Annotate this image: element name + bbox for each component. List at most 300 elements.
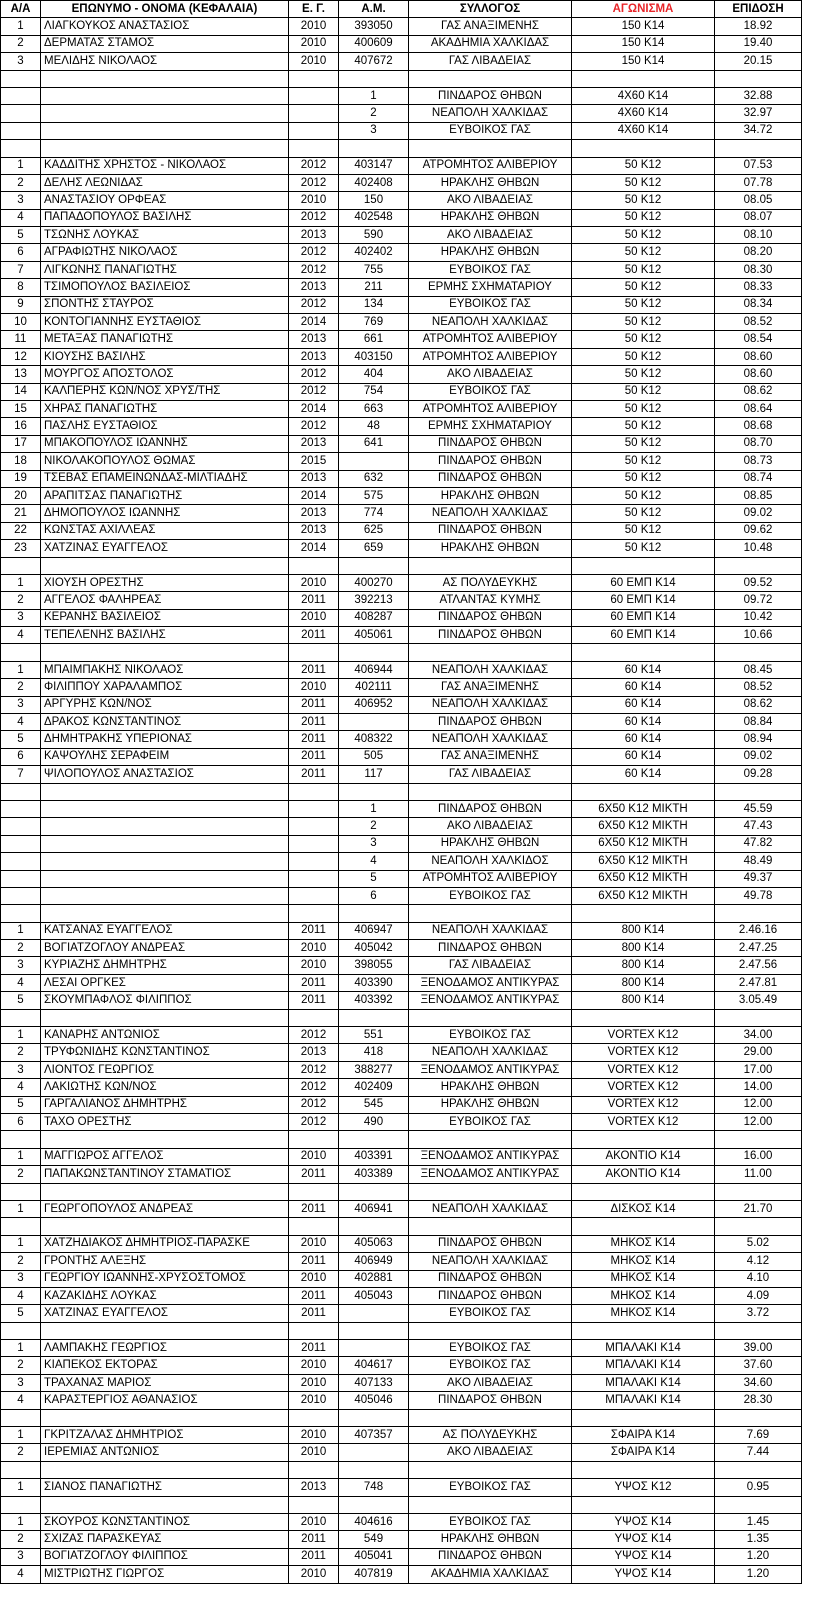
cell-aa: 1 [1,1340,41,1357]
cell-aa: 17 [1,435,41,452]
cell-event: 6Χ50 K12 ΜΙΚΤΗ [572,818,715,835]
cell-eg: 2012 [289,1079,339,1096]
cell-club: ΠΙΝΔΑΡΟΣ ΘΗΒΩΝ [409,1392,572,1409]
cell-am: 405041 [339,1548,409,1565]
cell-eg: 2011 [289,1166,339,1183]
cell-club: ΗΡΑΚΛΗΣ ΘΗΒΩΝ [409,487,572,504]
cell-event: ΜΗΚΟΣ K14 [572,1235,715,1252]
col-header-event: ΑΓΩΝΙΣΜΑ [572,1,715,18]
athlete-result-row [1,1253,802,1270]
empty-cell [409,1496,572,1513]
athlete-result-row [1,1287,802,1304]
empty-cell [1,783,41,800]
empty-cell [1,557,41,574]
cell-perf: 10.48 [715,540,802,557]
cell-perf: 09.72 [715,592,802,609]
blank-separator-row [1,1461,802,1478]
cell-eg: 2012 [289,157,339,174]
cell-name: ΚΩΝΣΤΑΣ ΑΧΙΛΛΕΑΣ [41,522,289,539]
empty-cell [339,1218,409,1235]
empty-cell [289,783,339,800]
cell-name: ΧΑΤΖΙΝΑΣ ΕΥΑΓΓΕΛΟΣ [41,540,289,557]
cell-eg: 2013 [289,348,339,365]
cell-club: ΝΕΑΠΟΛΗ ΧΑΛΚΙΔΑΣ [409,922,572,939]
cell-am: 551 [339,1027,409,1044]
empty-cell [715,70,802,87]
empty-cell [715,1131,802,1148]
cell-event: ΜΗΚΟΣ K14 [572,1270,715,1287]
empty-cell [715,140,802,157]
cell-eg: 2011 [289,714,339,731]
cell-club: ΑΤΡΟΜΗΤΟΣ ΑΛΙΒΕΡΙΟΥ [409,157,572,174]
cell-aa: 3 [1,53,41,70]
cell-name: ΙΕΡΕΜΙΑΣ ΑΝΤΩΝΙΟΣ [41,1444,289,1461]
empty-cell [715,1218,802,1235]
empty-cell [715,1009,802,1026]
cell-aa: 5 [1,992,41,1009]
cell-am: 774 [339,505,409,522]
empty-cell [715,1409,802,1426]
cell-name: ΚΑΝΑΡΗΣ ΑΝΤΩΝΙΟΣ [41,1027,289,1044]
cell-name: ΤΑΧΟ ΟΡΕΣΤΗΣ [41,1114,289,1131]
blank-separator-row [1,905,802,922]
athlete-result-row [1,1305,802,1322]
empty-cell [289,1496,339,1513]
cell-club: ΠΙΝΔΑΡΟΣ ΘΗΒΩΝ [409,435,572,452]
cell-event: 6Χ50 K12 ΜΙΚΤΗ [572,870,715,887]
blank-separator-row [1,140,802,157]
cell-club: ΝΕΑΠΟΛΗ ΧΑΛΚΙΔΑΣ [409,314,572,331]
cell-event: 60 ΕΜΠ K14 [572,574,715,591]
cell-club: ΑΣ ΠΟΛΥΔΕΥΚΗΣ [409,1427,572,1444]
cell-am: 400270 [339,574,409,591]
cell-event: ΥΨΟΣ K14 [572,1513,715,1530]
cell-club: ΠΙΝΔΑΡΟΣ ΘΗΒΩΝ [409,1270,572,1287]
relay-result-row [1,835,802,852]
cell-perf: 4.09 [715,1287,802,1304]
cell-am: 393050 [339,18,409,35]
cell-perf: 12.00 [715,1114,802,1131]
cell-event: 50 K12 [572,227,715,244]
cell-name: ΑΓΡΑΦΙΩΤΗΣ ΝΙΚΟΛΑΟΣ [41,244,289,261]
cell-am: 407357 [339,1427,409,1444]
cell-aa: 8 [1,279,41,296]
cell-eg: 2010 [289,1513,339,1530]
empty-cell [339,1009,409,1026]
cell-event: VORTEX K12 [572,1044,715,1061]
athlete-result-row [1,1027,802,1044]
cell-perf: 18.92 [715,18,802,35]
cell-perf: 08.52 [715,314,802,331]
empty-cell [289,87,339,104]
athlete-result-row [1,157,802,174]
empty-cell [41,644,289,661]
cell-am: 406949 [339,1253,409,1270]
athlete-result-row [1,540,802,557]
cell-club: ΗΡΑΚΛΗΣ ΘΗΒΩΝ [409,209,572,226]
cell-name: ΜΕΤΑΞΑΣ ΠΑΝΑΓΙΩΤΗΣ [41,331,289,348]
athlete-result-row [1,279,802,296]
cell-name: ΓΕΩΡΓΙΟΥ ΙΩΑΝΝΗΣ-ΧΡΥΣΟΣΤΟΜΟΣ [41,1270,289,1287]
cell-aa: 5 [1,227,41,244]
cell-am: 117 [339,766,409,783]
cell-perf: 39.00 [715,1340,802,1357]
cell-am [339,714,409,731]
cell-club: ΑΚΟ ΛΙΒΑΔΕΙΑΣ [409,192,572,209]
cell-am: 392213 [339,592,409,609]
cell-aa: 21 [1,505,41,522]
cell-name: ΓΚΡΙΤΖΑΛΑΣ ΔΗΜΗΤΡΙΟΣ [41,1427,289,1444]
cell-name: ΚΑΡΑΣΤΕΡΓΙΟΣ ΑΘΑΝΑΣΙΟΣ [41,1392,289,1409]
cell-name: ΝΙΚΟΛΑΚΟΠΟΥΛΟΣ ΘΩΜΑΣ [41,453,289,470]
cell-am: 663 [339,400,409,417]
cell-club: ΝΕΑΠΟΛΗ ΧΑΛΚΙΔΑΣ [409,105,572,122]
relay-result-row [1,870,802,887]
empty-cell [572,905,715,922]
cell-perf: 09.52 [715,574,802,591]
cell-aa: 5 [1,1305,41,1322]
cell-aa: 4 [1,974,41,991]
cell-club: ΕΥΒΟΙΚΟΣ ΓΑΣ [409,122,572,139]
cell-perf: 2.47.81 [715,974,802,991]
empty-cell [339,557,409,574]
cell-perf: 19.40 [715,35,802,52]
athlete-result-row [1,435,802,452]
cell-perf: 09.62 [715,522,802,539]
empty-cell [339,140,409,157]
cell-aa: 4 [1,627,41,644]
blank-separator-row [1,557,802,574]
cell-name: ΚΙΟΥΣΗΣ ΒΑΣΙΛΗΣ [41,348,289,365]
cell-club: ΕΥΒΟΙΚΟΣ ΓΑΣ [409,1340,572,1357]
cell-eg: 2012 [289,1096,339,1113]
cell-am [339,1444,409,1461]
empty-cell [715,783,802,800]
blank-separator-row [1,783,802,800]
cell-aa: 6 [1,748,41,765]
cell-club: ΞΕΝΟΔΑΜΟΣ ΑΝΤΙΚΥΡΑΣ [409,1166,572,1183]
cell-event: 50 K12 [572,174,715,191]
cell-perf: 08.73 [715,453,802,470]
cell-eg: 2011 [289,592,339,609]
empty-cell [572,1183,715,1200]
cell-name: ΣΧΙΖΑΣ ΠΑΡΑΣΚΕΥΑΣ [41,1531,289,1548]
cell-club: ΝΕΑΠΟΛΗ ΧΑΛΚΙΔΟΣ [409,853,572,870]
cell-am: 402409 [339,1079,409,1096]
cell-eg: 2010 [289,1270,339,1287]
cell-aa: 14 [1,383,41,400]
athlete-result-row [1,922,802,939]
cell-perf: 08.68 [715,418,802,435]
cell-club: ΕΥΒΟΙΚΟΣ ΓΑΣ [409,1027,572,1044]
cell-aa: 2 [1,1444,41,1461]
cell-event: 50 K12 [572,366,715,383]
cell-club: ΑΚΟ ΛΙΒΑΔΕΙΑΣ [409,227,572,244]
empty-cell [409,1322,572,1339]
blank-separator-row [1,1183,802,1200]
cell-name: ΚΑΖΑΚΙΔΗΣ ΛΟΥΚΑΣ [41,1287,289,1304]
empty-cell [1,87,41,104]
cell-aa: 1 [1,1027,41,1044]
cell-perf: 08.74 [715,470,802,487]
athlete-result-row [1,35,802,52]
empty-cell [1,1183,41,1200]
cell-name: ΤΡΑΧΑΝΑΣ ΜΑΡΙΟΣ [41,1374,289,1391]
athlete-result-row [1,1357,802,1374]
cell-perf: 3.05.49 [715,992,802,1009]
cell-name: ΣΠΟΝΤΗΣ ΣΤΑΥΡΟΣ [41,296,289,313]
athlete-result-row [1,1061,802,1078]
cell-am: 641 [339,435,409,452]
athlete-result-row [1,227,802,244]
cell-name: ΤΣΙΜΟΠΟΥΛΟΣ ΒΑΣΙΛΕΙΟΣ [41,279,289,296]
cell-eg: 2013 [289,470,339,487]
empty-cell [715,1461,802,1478]
cell-am: 490 [339,1114,409,1131]
cell-event: ΜΠΑΛΑΚΙ K14 [572,1340,715,1357]
cell-eg: 2010 [289,1357,339,1374]
cell-perf: 32.88 [715,87,802,104]
empty-cell [1,853,41,870]
cell-event: 50 K12 [572,279,715,296]
cell-eg: 2011 [289,1287,339,1304]
cell-aa: 22 [1,522,41,539]
cell-club: ΠΙΝΔΑΡΟΣ ΘΗΒΩΝ [409,1548,572,1565]
athlete-result-row [1,957,802,974]
cell-name: ΜΕΛΙΔΗΣ ΝΙΚΟΛΑΟΣ [41,53,289,70]
empty-cell [41,1009,289,1026]
cell-am: 403390 [339,974,409,991]
empty-cell [339,783,409,800]
empty-cell [41,140,289,157]
cell-club: ΝΕΑΠΟΛΗ ΧΑΛΚΙΔΑΣ [409,731,572,748]
empty-cell [572,1009,715,1026]
athlete-result-row [1,383,802,400]
cell-event: VORTEX K12 [572,1114,715,1131]
cell-aa: 18 [1,453,41,470]
cell-am: 408287 [339,609,409,626]
cell-perf: 16.00 [715,1148,802,1165]
cell-eg: 2010 [289,609,339,626]
cell-aa: 2 [1,592,41,609]
athlete-result-row [1,748,802,765]
cell-perf: 1.20 [715,1566,802,1583]
cell-event: 4X60 K14 [572,87,715,104]
cell-club: ΠΙΝΔΑΡΟΣ ΘΗΒΩΝ [409,1287,572,1304]
cell-eg: 2015 [289,453,339,470]
cell-name: ΠΑΣΛΗΣ ΕΥΣΤΑΘΙΟΣ [41,418,289,435]
empty-cell [41,105,289,122]
cell-eg: 2010 [289,1392,339,1409]
empty-cell [339,1131,409,1148]
cell-club: ΠΙΝΔΑΡΟΣ ΘΗΒΩΝ [409,522,572,539]
relay-result-row [1,853,802,870]
cell-rank: 4 [339,853,409,870]
cell-am: 405042 [339,940,409,957]
cell-club: ΝΕΑΠΟΛΗ ΧΑΛΚΙΔΑΣ [409,696,572,713]
empty-cell [289,800,339,817]
empty-cell [715,644,802,661]
cell-name: ΑΝΑΣΤΑΣΙΟΥ ΟΡΦΕΑΣ [41,192,289,209]
cell-am: 402111 [339,679,409,696]
cell-eg: 2011 [289,1531,339,1548]
cell-eg: 2010 [289,574,339,591]
cell-perf: 4.10 [715,1270,802,1287]
cell-club: ΑΚΑΔΗΜΙΑ ΧΑΛΚΙΔΑΣ [409,1566,572,1583]
cell-name: ΚΑΨΟΥΛΗΣ ΣΕΡΑΦΕΙΜ [41,748,289,765]
athlete-result-row [1,487,802,504]
athlete-result-row [1,1427,802,1444]
empty-cell [289,1009,339,1026]
cell-eg: 2011 [289,922,339,939]
cell-club: ΗΡΑΚΛΗΣ ΘΗΒΩΝ [409,244,572,261]
cell-aa: 2 [1,35,41,52]
cell-aa: 3 [1,1374,41,1391]
empty-cell [1,1218,41,1235]
cell-am: 403392 [339,992,409,1009]
cell-aa: 2 [1,1253,41,1270]
cell-rank: 2 [339,818,409,835]
cell-perf: 14.00 [715,1079,802,1096]
cell-aa: 2 [1,1531,41,1548]
empty-cell [715,1183,802,1200]
empty-cell [409,70,572,87]
athlete-result-row [1,522,802,539]
cell-eg: 2010 [289,679,339,696]
empty-cell [41,70,289,87]
cell-am: 625 [339,522,409,539]
cell-aa: 1 [1,18,41,35]
cell-event: 50 K12 [572,453,715,470]
cell-perf: 1.45 [715,1513,802,1530]
blank-separator-row [1,644,802,661]
cell-perf: 08.20 [715,244,802,261]
athlete-result-row [1,1392,802,1409]
cell-club: ΑΤΡΟΜΗΤΟΣ ΑΛΙΒΕΡΙΟΥ [409,870,572,887]
cell-am: 406944 [339,661,409,678]
empty-cell [289,818,339,835]
cell-perf: 29.00 [715,1044,802,1061]
cell-event: 50 K12 [572,314,715,331]
cell-aa: 1 [1,1479,41,1496]
cell-name: ΚΥΡΙΑΖΗΣ ΔΗΜΗΤΡΗΣ [41,957,289,974]
cell-club: ΑΤΡΟΜΗΤΟΣ ΑΛΙΒΕΡΙΟΥ [409,331,572,348]
cell-event: 50 K12 [572,418,715,435]
cell-event: ΥΨΟΣ K14 [572,1531,715,1548]
empty-cell [409,557,572,574]
cell-event: ΣΦΑΙΡΑ K14 [572,1444,715,1461]
cell-name: ΤΡΥΦΩΝΙΔΗΣ ΚΩΝΣΤΑΝΤΙΝΟΣ [41,1044,289,1061]
cell-club: ΕΥΒΟΙΚΟΣ ΓΑΣ [409,1114,572,1131]
cell-eg: 2012 [289,296,339,313]
cell-club: ΕΥΒΟΙΚΟΣ ΓΑΣ [409,261,572,278]
athlete-result-row [1,1079,802,1096]
cell-aa: 19 [1,470,41,487]
cell-perf: 2.47.25 [715,940,802,957]
cell-club: ΕΥΒΟΙΚΟΣ ΓΑΣ [409,1513,572,1530]
blank-separator-row [1,70,802,87]
athlete-result-row [1,296,802,313]
cell-club: ΝΕΑΠΟΛΗ ΧΑΛΚΙΔΑΣ [409,1044,572,1061]
cell-club: ΗΡΑΚΛΗΣ ΘΗΒΩΝ [409,1079,572,1096]
cell-event: 50 K12 [572,400,715,417]
cell-perf: 3.72 [715,1305,802,1322]
empty-cell [1,887,41,904]
cell-event: 60 K14 [572,766,715,783]
cell-rank: 6 [339,887,409,904]
cell-am [339,453,409,470]
empty-cell [1,105,41,122]
cell-perf: 08.84 [715,714,802,731]
cell-event: 50 K12 [572,261,715,278]
cell-name: ΧΑΤΖΗΔΙΑΚΟΣ ΔΗΜΗΤΡΙΟΣ-ΠΑΡΑΣΚΕ [41,1235,289,1252]
cell-club: ΞΕΝΟΔΑΜΟΣ ΑΝΤΙΚΥΡΑΣ [409,992,572,1009]
cell-name: ΠΑΠΑΚΩΝΣΤΑΝΤΙΝΟΥ ΣΤΑΜΑΤΙΟΣ [41,1166,289,1183]
cell-event: ΣΦΑΙΡΑ K14 [572,1427,715,1444]
athlete-result-row [1,192,802,209]
cell-eg: 2013 [289,279,339,296]
cell-name: ΜΠΑΚΟΠΟΥΛΟΣ ΙΩΑΝΝΗΣ [41,435,289,452]
cell-am: 632 [339,470,409,487]
cell-club: ΑΚΟ ΛΙΒΑΔΕΙΑΣ [409,1444,572,1461]
blank-separator-row [1,1009,802,1026]
cell-eg: 2013 [289,331,339,348]
cell-am: 403150 [339,348,409,365]
cell-club: ΑΚΟ ΛΙΒΑΔΕΙΑΣ [409,1374,572,1391]
cell-club: ΠΙΝΔΑΡΟΣ ΘΗΒΩΝ [409,627,572,644]
athlete-result-row [1,1270,802,1287]
cell-am: 402402 [339,244,409,261]
cell-eg: 2011 [289,1340,339,1357]
cell-perf: 0.95 [715,1479,802,1496]
cell-club: ΝΕΑΠΟΛΗ ΧΑΛΚΙΔΑΣ [409,661,572,678]
cell-am: 405063 [339,1235,409,1252]
cell-name: ΜΑΓΓΙΩΡΟΣ ΑΓΓΕΛΟΣ [41,1148,289,1165]
cell-club: ΠΙΝΔΑΡΟΣ ΘΗΒΩΝ [409,609,572,626]
cell-perf: 10.66 [715,627,802,644]
cell-aa: 3 [1,696,41,713]
cell-event: ΜΗΚΟΣ K14 [572,1305,715,1322]
cell-club: ΠΙΝΔΑΡΟΣ ΘΗΒΩΝ [409,800,572,817]
cell-event: ΜΠΑΛΑΚΙ K14 [572,1374,715,1391]
cell-club: ΑΚΑΔΗΜΙΑ ΧΑΛΚΙΔΑΣ [409,35,572,52]
cell-club: ΕΥΒΟΙΚΟΣ ΓΑΣ [409,1479,572,1496]
cell-am: 408322 [339,731,409,748]
cell-am: 211 [339,279,409,296]
empty-cell [409,1461,572,1478]
cell-name: ΣΙΑΝΟΣ ΠΑΝΑΓΙΩΤΗΣ [41,1479,289,1496]
cell-eg: 2013 [289,227,339,244]
cell-am: 404616 [339,1513,409,1530]
cell-perf: 08.94 [715,731,802,748]
cell-aa: 10 [1,314,41,331]
cell-club: ΞΕΝΟΔΑΜΟΣ ΑΝΤΙΚΥΡΑΣ [409,1061,572,1078]
empty-cell [409,1183,572,1200]
cell-event: VORTEX K12 [572,1061,715,1078]
cell-club: ΞΕΝΟΔΑΜΟΣ ΑΝΤΙΚΥΡΑΣ [409,974,572,991]
cell-am: 404617 [339,1357,409,1374]
cell-event: 50 K12 [572,505,715,522]
cell-club: ΓΑΣ ΛΙΒΑΔΕΙΑΣ [409,53,572,70]
cell-aa: 2 [1,1357,41,1374]
cell-event: ΥΨΟΣ K14 [572,1548,715,1565]
empty-cell [41,1322,289,1339]
cell-event: 60 K14 [572,731,715,748]
athlete-result-row [1,18,802,35]
cell-eg: 2010 [289,957,339,974]
cell-rank: 1 [339,800,409,817]
cell-am: 407672 [339,53,409,70]
